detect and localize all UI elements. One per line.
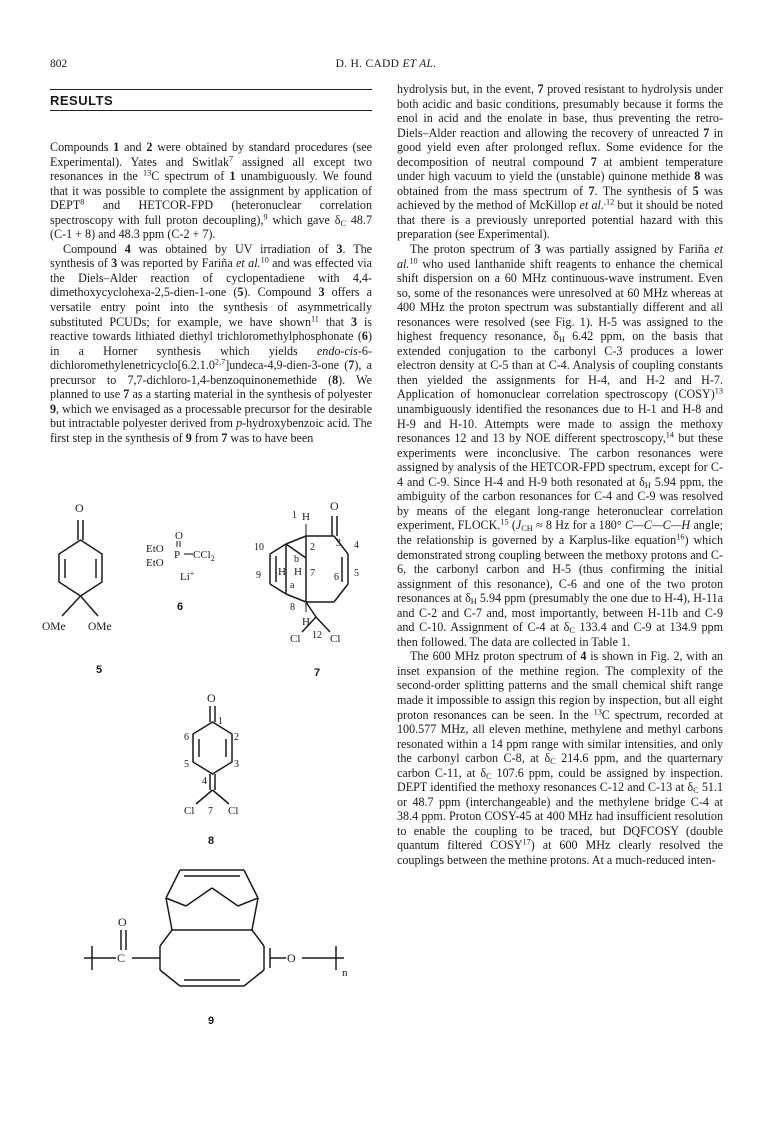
structure-7-n3: 3 <box>336 538 341 549</box>
structure-8-n3: 3 <box>234 759 239 770</box>
structure-7-n5: 5 <box>354 568 359 579</box>
structure-8-n5: 5 <box>184 759 189 770</box>
structure-7-n1: 1 <box>292 510 297 521</box>
running-head <box>0 58 772 70</box>
structure-7-oxygen: O <box>330 499 339 513</box>
structure-9-carbon: C <box>117 951 126 965</box>
structure-7-h-left: H <box>278 566 286 578</box>
structure-6-lithium: Li+ <box>180 569 195 583</box>
structure-7-h-right: H <box>294 566 302 578</box>
heading-rule-top <box>50 89 372 90</box>
structure-5-label: 5 <box>96 664 103 676</box>
left-column <box>50 140 372 445</box>
structure-6 <box>140 528 240 618</box>
structure-6-eto-top: EtO <box>146 543 164 555</box>
structure-7-n9: 9 <box>256 570 261 581</box>
structure-9-ester-oxygen: O <box>287 951 296 965</box>
structure-8-label: 8 <box>208 835 215 847</box>
heading-rule-bottom <box>50 110 372 111</box>
structure-9-label: 9 <box>208 1015 215 1027</box>
structure-6-phosphorus: P <box>174 549 181 561</box>
structure-9-repeat-n: n <box>342 967 348 979</box>
structure-8-n2: 2 <box>234 732 239 743</box>
structure-8-n4: 4 <box>202 776 207 787</box>
structure-7-n12: 12 <box>312 630 322 641</box>
structure-7-n6: 6 <box>334 572 339 583</box>
structure-6-eto-bottom: EtO <box>146 557 164 569</box>
structure-5-ome-left: OMe <box>42 621 66 633</box>
structure-7-b: b <box>294 554 299 565</box>
structure-5-oxygen: O <box>75 501 84 515</box>
running-head-etal: ET AL. <box>402 58 437 70</box>
structure-7-n4: 4 <box>354 540 359 551</box>
section-heading: RESULTS <box>50 93 114 108</box>
page-number: 802 <box>50 58 68 70</box>
structure-8 <box>170 690 260 850</box>
structure-7-cl-right: Cl <box>330 633 341 645</box>
structure-6-oxygen: O <box>175 530 183 542</box>
structure-7-cl-left: Cl <box>290 633 301 645</box>
paragraph: The proton spectrum of 3 was partially assigned by Fariña et al.$^{10}$ who used lanthanide shift reagents to enhance the chemical shift dispersion on a 60 MHz continuous-wave instrument. Even so, some of the resonances were unresolved at 60 MHz whereas at 400 MHz the proton spectrum was substantially different and all resonances were resolved (see Fig. 1). H-5 was assigned to the highest frequency resonance, $\delta_H$ 6.42 ppm, on the basis that extended conjugation to the carbonyl C-3 produces a lower electron density at C-5 than at C-4. Analysis of coupling constants then yielded the assignments for H-4, and H-2 and H-7. Application of homonuclear correlation spectroscopy (COSY)$^{13}$ unambiguously identified the resonances due to H-1 and H-8 and H-9 and H-10. Attempts were made to assign the methoxy resonances 12 and 13 by NOE different spectroscopy,$^{14}$ but these experiments were inconclusive. The carbon resonances were assigned by analysis of the HETCOR-FPD spectrum, except for C-4 and C-9. Since H-4 and H-9 both resonated at $\delta_H$ 5.94 ppm, the ambiguity of the carbon resonances for C-4 and C-9 was resolved by means of the elegant long-range heteronuclear correlation experiment, FLOCK.$^{15}$ ($J_{CH} \approx 8$ Hz for a 180° C—C—C—H angle; the relationship is governed by a Karplus-like equation$^{16}$) which demonstrated strong coupling between the methoxy protons and C-6, the carbonyl carbon and H-5 (thus confirming the initial assignment of this resonance), C-6 and one of the two proton resonances at $\delta_H$ 5.94 ppm (presumably the one due to H-4), H-11a and C-2 and C-7 and, most importantly, between H-11b and C-9 and C-10. Assignment of C-4 at $\delta_C$ 133.4 and C-9 at 134.9 ppm then followed. The data are collected in Table 1. <box>397 242 723 649</box>
structure-7-n2: 2 <box>310 542 315 553</box>
structure-7-a: a <box>290 580 295 591</box>
paragraph: hydrolysis but, in the event, 7 proved resistant to hydrolysis under both acidic and basic conditions, presumably because it forms the enol in acid and the enolate in base, thus preventing the retro-Diels–Alder reaction and allowing the recovery of unreacted 7 in good yield even after prolonged reflux. Some evidence for the decomposition of neutral compound 7 at ambient temperature under high vacuum to yield the (unstable) quinone methide 8 was obtained from the mass spectrum of 7. The synthesis of 5 was achieved by the method of McKillop et al.$^{,12}$ but it should be noted that there is a previously unreported potential hazard with this preparation (see Experimental). <box>397 82 724 242</box>
structure-7-n10: 10 <box>254 542 264 553</box>
structure-9-carbonyl-oxygen: O <box>118 915 127 929</box>
structure-7-n7: 7 <box>310 568 315 579</box>
structure-8-oxygen: O <box>207 691 216 705</box>
structure-8-n7: 7 <box>208 806 213 817</box>
paragraph: Compound 4 was obtained by UV irradiation of 3. The synthesis of 3 was reported by Fariña et al.$^{10}$ and was effected via the Diels–Alder reaction of cyclopentadiene with 4,4-dimethoxycyclohexa-2,5-dien-1-one (5). Compound 3 offers a versatile entry point into the synthesis of asymmetrically substituted PCUDs; for example, we have shown$^{11}$ that 3 is reactive towards lithiated diethyl trichloromethylphosphonate (6) in a Horner synthesis which yields endo-cis-6-dichloromethylenetricyclo[6.2.1.0$^{2,7}$]undeca-4,9-dien-3-one (7), a precursor to 7,7-dichloro-1,4-benzoquinonemethide (8). We planned to use 7 as a starting material in the synthesis of polyester 9, which we envisaged as a processable precursor for the desirable but intractable polyester derived from p-hydroxybenzoic acid. The first step in the synthesis of 9 from 7 was to have been <box>50 241 373 445</box>
right-column <box>397 82 723 868</box>
structure-5 <box>40 490 130 690</box>
structure-7-label: 7 <box>314 667 321 679</box>
structure-9 <box>80 858 370 1038</box>
structure-8-n1: 1 <box>218 716 223 727</box>
structure-8-cl-right: Cl <box>228 805 239 817</box>
structure-6-label: 6 <box>177 601 184 613</box>
structure-7-h-bottom: H <box>302 616 310 628</box>
structure-7-h-top: H <box>302 511 310 523</box>
running-head-authors: D. H. CADD <box>335 58 403 70</box>
structure-7-n8: 8 <box>290 602 295 613</box>
structure-8-n6: 6 <box>184 732 189 743</box>
paragraph: The 600 MHz proton spectrum of 4 is shown in Fig. 2, with an inset expansion of the methine region. The complexity of the second-order splitting patterns and the small chemical shift range made it impossible to assign this region by inspection, but all eight proton resonances can be seen. In the $^{13}$C spectrum, recorded at 100.577 MHz, all eleven methine, methylene and methyl carbons resonated within a 14 ppm range with similar intensities, and only the carbonyl carbon C-8, at $\delta_C$ 214.6 ppm, and the quarternary carbon C-11, at $\delta_C$ 107.6 ppm, could be assigned by inspection. DEPT identified the methoxy resonances C-12 and C-13 at $\delta_C$ 51.1 or 48.7 ppm (interchangeable) and the methylene bridge C-4 at 38.4 ppm. Proton COSY-45 at 400 MHz had insufficient resolution to enable the coupling to be traced, but DQFCOSY (double quantum filtered COSY$^{17}$) at 600 MHz clearly resolved the couplings between the methine protons. At a much-reduced inten- <box>397 649 724 867</box>
structure-8-cl-left: Cl <box>184 805 195 817</box>
structure-7 <box>248 492 388 682</box>
paragraph: Compounds 1 and 2 were obtained by standard procedures (see Experimental). Yates and Switlak$^7$ assigned all except two resonances in the $^{13}$C spectrum of 1 unambiguously. We found that it was possible to complete the assignment by application of DEPT$^8$ and HETCOR-FPD (heteronuclear correlation spectroscopy with full proton decoupling),$^9$ which gave $\delta_C$ 48.7 (C-1 + 8) and 48.3 ppm (C-2 + 7). <box>50 140 373 242</box>
structure-5-ome-right: OMe <box>88 621 112 633</box>
structure-6-ccl: CCl$_2$ <box>193 549 215 563</box>
